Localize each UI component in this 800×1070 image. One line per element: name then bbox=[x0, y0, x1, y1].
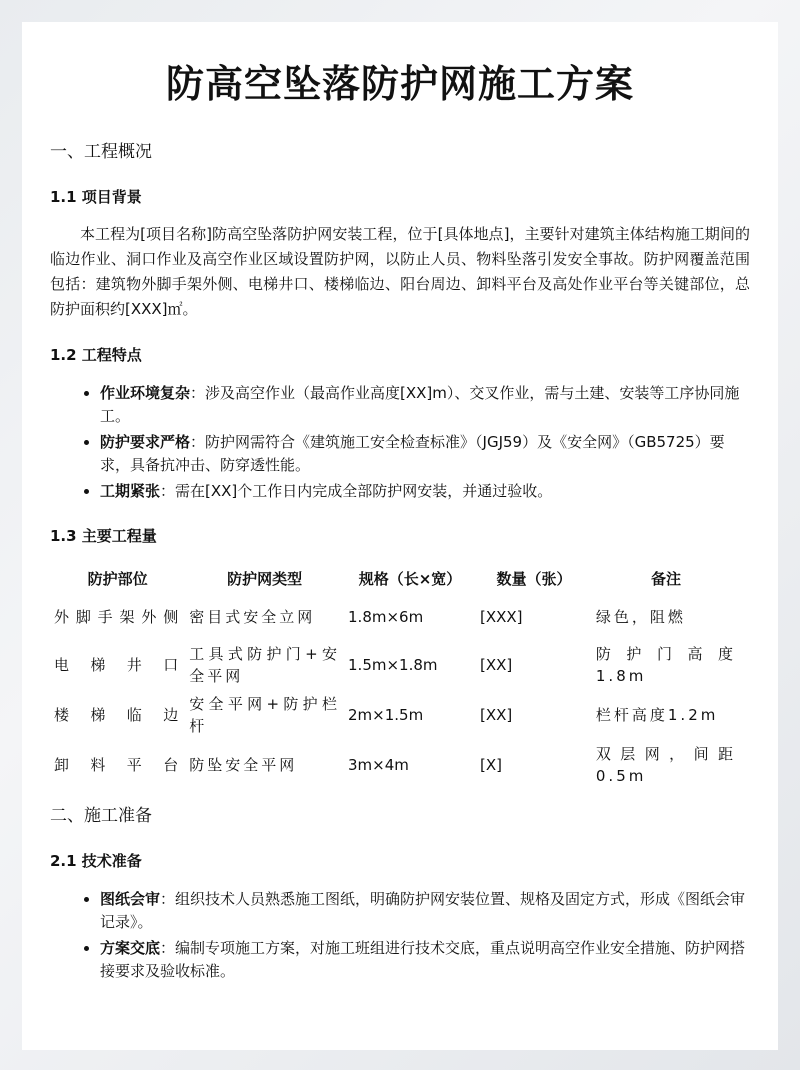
section-heading-overview: 一、工程概况 bbox=[50, 142, 152, 162]
features-list bbox=[50, 382, 750, 503]
header-quantity: 数量（张） bbox=[496, 570, 572, 588]
header-spec: 规格（长×宽） bbox=[358, 570, 462, 588]
subsection-heading-technical-prep: 2.1 技术准备 bbox=[50, 852, 142, 870]
cell-notes: 栏杆高度1.2m bbox=[595, 706, 719, 724]
page-title: 防高空坠落防护网施工方案 bbox=[165, 62, 634, 106]
list-item bbox=[100, 888, 750, 934]
cell-net-type: 密目式安全立网 bbox=[189, 608, 316, 626]
cell-notes: 绿色，阻燃 bbox=[595, 608, 686, 626]
list-item bbox=[100, 937, 750, 983]
cell-net-type: 安全平网+防护栏杆 bbox=[189, 695, 341, 735]
list-item-text: ：防护网需符合《建筑施工安全检查标准》（JGJ59）及《安全网》（GB5725）要求，具备抗冲击、防穿透性能。 bbox=[100, 433, 725, 474]
cell-notes: 双层网，间距0.5m bbox=[595, 745, 736, 785]
table-header-row bbox=[50, 565, 740, 594]
list-item-label: 图纸会审 bbox=[100, 890, 161, 908]
cell-spec: 2m×1.5m bbox=[348, 706, 424, 724]
subsection-heading-quantities: 1.3 主要工程量 bbox=[50, 527, 157, 545]
list-item-text: ：需在[XX]个工作日内完成全部防护网安装，并通过验收。 bbox=[160, 482, 553, 500]
list-item-label: 作业环境复杂 bbox=[100, 384, 191, 402]
document-page bbox=[22, 22, 778, 1050]
cell-quantity: [XXX] bbox=[480, 608, 523, 626]
cell-spec: 1.8m×6m bbox=[348, 608, 424, 626]
list-item-text: ：涉及高空作业（最高作业高度[XX]m）、交叉作业，需与土建、安装等工序协同施工。 bbox=[100, 384, 740, 425]
cell-net-type: 工具式防护门+安全平网 bbox=[189, 645, 341, 685]
cell-notes: 防护门高度1.8m bbox=[595, 645, 736, 685]
header-net-type: 防护网类型 bbox=[227, 570, 303, 588]
table-row bbox=[50, 640, 740, 690]
list-item-label: 方案交底 bbox=[100, 939, 161, 957]
table-row bbox=[50, 594, 740, 640]
cell-quantity: [XX] bbox=[480, 706, 513, 724]
list-item-label: 工期紧张 bbox=[100, 482, 161, 500]
cell-spec: 1.5m×1.8m bbox=[348, 656, 438, 674]
list-item bbox=[100, 431, 750, 477]
cell-spec: 3m×4m bbox=[348, 756, 409, 774]
cell-net-type: 防坠安全平网 bbox=[189, 756, 298, 774]
list-item-label: 防护要求严格 bbox=[100, 433, 191, 451]
list-item bbox=[100, 382, 750, 428]
subsection-heading-features: 1.2 工程特点 bbox=[50, 346, 142, 364]
header-position: 防护部位 bbox=[87, 570, 148, 588]
background-paragraph: 本工程为[项目名称]防高空坠落防护网安装工程，位于[具体地点]，主要针对建筑主体结构施工期间的临边作业、洞口作业及高空作业区域设置防护网，以防止人员、物料坠落引发安全事故。防护网覆盖范围包括：建筑物外脚手架外侧、电梯井口、楼梯临边、阳台周边、卸料平台及高处作业平台等关键部位，总防护面积约[XXX]㎡。 bbox=[50, 225, 750, 318]
subsection-heading-background: 1.1 项目背景 bbox=[50, 188, 142, 206]
cell-quantity: [XX] bbox=[480, 656, 513, 674]
list-item bbox=[100, 480, 750, 503]
quantities-table bbox=[50, 565, 740, 790]
section-heading-preparation: 二、施工准备 bbox=[50, 806, 152, 826]
technical-prep-list bbox=[50, 888, 750, 983]
list-item-text: ：组织技术人员熟悉施工图纸，明确防护网安装位置、规格及固定方式，形成《图纸会审记录》。 bbox=[100, 890, 746, 931]
cell-position: 外脚手架外侧 bbox=[54, 608, 182, 626]
cell-position: 楼梯临边 bbox=[54, 706, 182, 724]
table-row bbox=[50, 690, 740, 740]
cell-position: 电梯井口 bbox=[54, 656, 182, 674]
cell-quantity: [X] bbox=[480, 756, 502, 774]
list-item-text: ：编制专项施工方案，对施工班组进行技术交底，重点说明高空作业安全措施、防护网搭接要求及验收标准。 bbox=[100, 939, 746, 980]
cell-position: 卸料平台 bbox=[54, 756, 182, 774]
header-notes: 备注 bbox=[650, 570, 681, 588]
table-row bbox=[50, 740, 740, 790]
